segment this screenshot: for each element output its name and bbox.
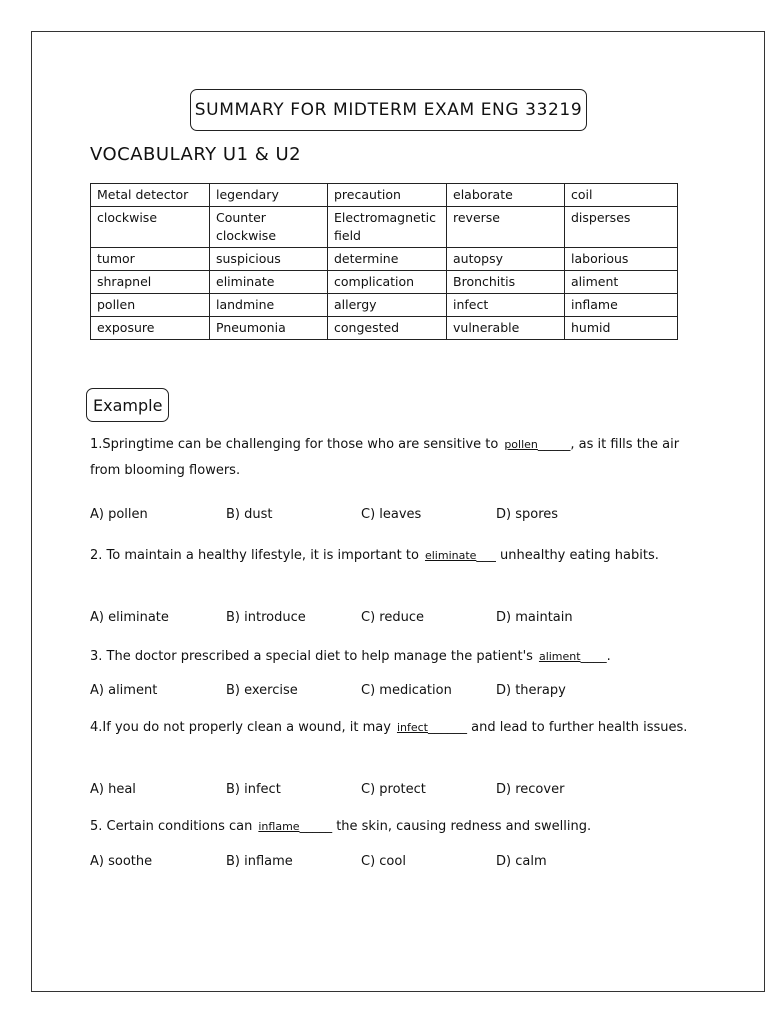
table-cell: shrapnel [91, 271, 210, 294]
table-row [91, 184, 678, 207]
page-title [190, 89, 587, 131]
table-cell: complication [328, 271, 447, 294]
options-3 [90, 683, 650, 703]
question-text: 5. Certain conditions can [90, 819, 253, 834]
option-d: D) calm [496, 854, 547, 869]
table-row [91, 294, 678, 317]
table-cell: suspicious [210, 248, 328, 271]
table-cell: legendary [210, 184, 328, 207]
option-c: C) medication [361, 683, 452, 698]
answer-blank: pollen [504, 438, 538, 451]
option-b: B) infect [226, 782, 281, 797]
options-5 [90, 854, 650, 874]
table-cell: coil [565, 184, 678, 207]
table-cell: laborious [565, 248, 678, 271]
answer-blank: infect [396, 721, 428, 734]
question-text: 4.If you do not properly clean a wound, it may [90, 720, 391, 735]
table-cell: Metal detector [91, 184, 210, 207]
question-text-after: _____, as it fills the air from blooming flowers. [90, 437, 680, 478]
answer-blank: inflame [258, 820, 300, 833]
answer-blank: eliminate [424, 549, 477, 562]
table-cell: pollen [91, 294, 210, 317]
table-cell: autopsy [447, 248, 565, 271]
options-4 [90, 782, 650, 802]
table-cell: Counter clockwise [210, 207, 328, 248]
question-text-after: _____ the skin, causing redness and swelling. [299, 819, 592, 834]
table-cell: congested [328, 317, 447, 340]
question-text-after: ______ and lead to further health issues. [428, 720, 688, 735]
table-cell: precaution [328, 184, 447, 207]
option-a: A) eliminate [90, 610, 169, 625]
option-d: D) recover [496, 782, 565, 797]
option-a: A) soothe [90, 854, 153, 869]
option-a: A) aliment [90, 683, 158, 698]
question-1 [90, 432, 690, 484]
option-c: C) cool [361, 854, 406, 869]
options-1 [90, 507, 650, 527]
example-label-text: Example [93, 395, 163, 415]
table-row [91, 271, 678, 294]
table-cell: infect [447, 294, 565, 317]
question-2 [90, 543, 690, 569]
question-5 [90, 814, 690, 840]
table-cell: tumor [91, 248, 210, 271]
table-cell: humid [565, 317, 678, 340]
option-c: C) protect [361, 782, 426, 797]
option-d: D) maintain [496, 610, 573, 625]
table-cell: eliminate [210, 271, 328, 294]
table-row [91, 207, 678, 248]
table-row [91, 248, 678, 271]
option-d: D) spores [496, 507, 559, 522]
question-3 [90, 644, 690, 670]
table-cell: landmine [210, 294, 328, 317]
option-b: B) introduce [226, 610, 306, 625]
option-b: B) dust [226, 507, 273, 522]
table-cell: disperses [565, 207, 678, 248]
page-title-text: SUMMARY FOR MIDTERM EXAM ENG 33219 [194, 100, 583, 120]
table-cell: aliment [565, 271, 678, 294]
options-2 [90, 610, 650, 630]
table-cell: Pneumonia [210, 317, 328, 340]
question-text: 3. The doctor prescribed a special diet to help manage the patient's [90, 649, 533, 664]
table-cell: determine [328, 248, 447, 271]
option-a: A) pollen [90, 507, 148, 522]
option-c: C) reduce [361, 610, 424, 625]
vocab-heading: VOCABULARY U1 & U2 [90, 144, 302, 165]
example-label [86, 388, 169, 422]
answer-blank: aliment [538, 650, 581, 663]
option-a: A) heal [90, 782, 136, 797]
option-b: B) exercise [226, 683, 298, 698]
table-cell: Electromagnetic field [328, 207, 447, 248]
question-text-after: ____. [580, 649, 611, 664]
option-d: D) therapy [496, 683, 566, 698]
table-cell: elaborate [447, 184, 565, 207]
table-cell: exposure [91, 317, 210, 340]
question-text-after: ___ unhealthy eating habits. [476, 548, 659, 563]
table-row [91, 317, 678, 340]
question-text: 1.Springtime can be challenging for those who are sensitive to [90, 437, 499, 452]
option-c: C) leaves [361, 507, 422, 522]
question-4 [90, 715, 690, 741]
vocab-table [90, 183, 678, 340]
option-b: B) inflame [226, 854, 293, 869]
table-cell: Bronchitis [447, 271, 565, 294]
table-cell: inflame [565, 294, 678, 317]
table-cell: clockwise [91, 207, 210, 248]
table-cell: allergy [328, 294, 447, 317]
table-cell: reverse [447, 207, 565, 248]
question-text: 2. To maintain a healthy lifestyle, it is important to [90, 548, 419, 563]
table-cell: vulnerable [447, 317, 565, 340]
